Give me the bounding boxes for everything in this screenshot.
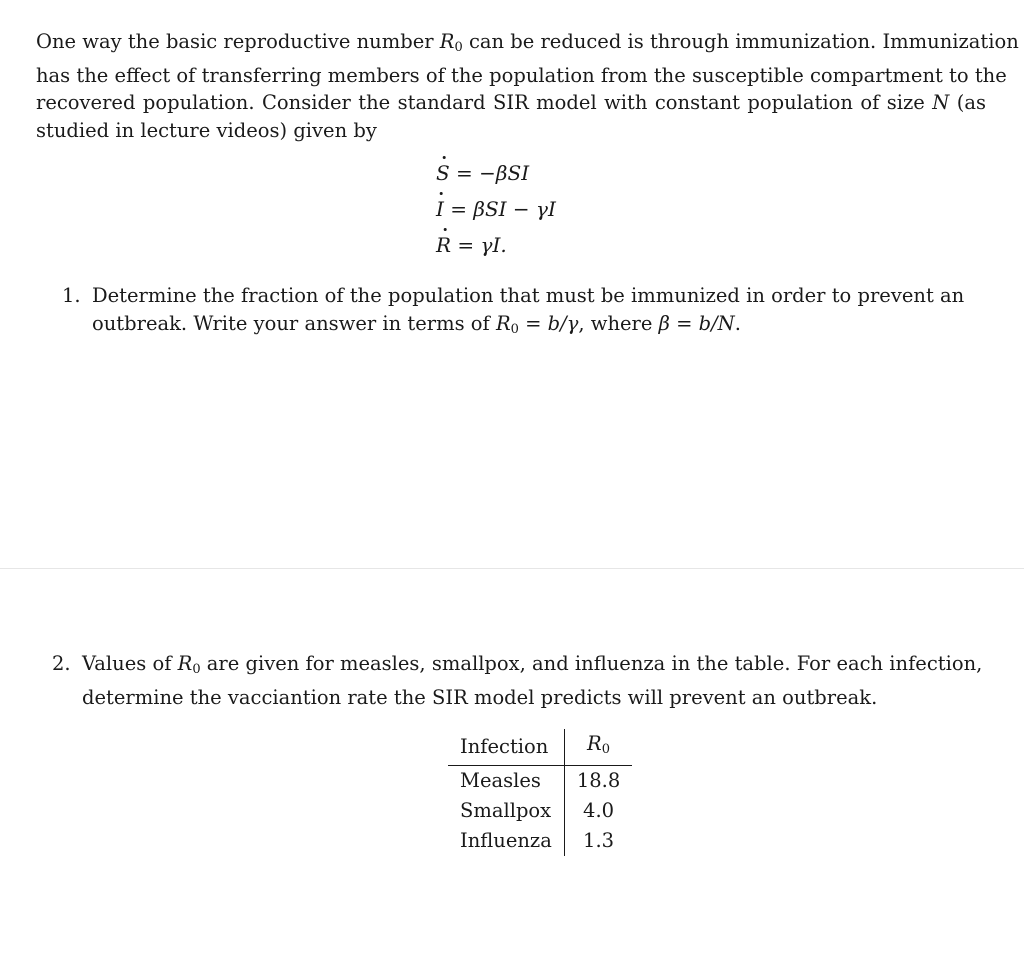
question-2: [52, 650, 1002, 712]
question-2-line-1: Values of $R_0$ are given for measles, smallpox, and influenza in the table. For each infection,: [82, 652, 983, 677]
r-naught-symbol: $R_0$: [439, 30, 463, 55]
intro-line-4: studied in lecture videos) given by: [36, 118, 377, 142]
question-2-number: 2.: [52, 652, 71, 675]
cell-r0: 4.0: [583, 799, 615, 822]
cell-r0: 1.3: [583, 829, 615, 852]
table-row: [448, 766, 632, 797]
question-1-line-1: Determine the fraction of the population that must be immunized in order to prevent an: [92, 284, 965, 307]
intro-line-3: recovered population. Consider the standard SIR model with constant population of size N (as: [36, 91, 986, 114]
cell-infection: Influenza: [448, 826, 564, 856]
question-2-line-2: determine the vacciantion rate the SIR model predicts will prevent an outbreak.: [82, 686, 878, 709]
table-row: [448, 826, 632, 856]
section-divider: [0, 568, 1024, 569]
question-1: [62, 282, 982, 344]
intro-line-1: One way the basic reproductive number $R_0$ can be reduced is through immunization. Immunization: [36, 30, 1019, 55]
question-1-line-2: outbreak. Write your answer in terms of $R_0 = b/\gamma$, where β = b/N.: [92, 312, 741, 337]
equation-i: I = βSI − γI: [436, 191, 556, 227]
sir-equations: [436, 155, 556, 263]
intro-line-2: has the effect of transferring members of the population from the susceptible compartment to the: [36, 63, 1007, 87]
equation-s: S = −βSI: [436, 155, 556, 191]
table-header-row: [448, 729, 632, 766]
cell-r0: 18.8: [576, 769, 621, 792]
header-r0: $R_0$: [564, 729, 632, 766]
cell-infection: Measles: [448, 766, 564, 797]
r0-table: [448, 729, 632, 856]
equation-r: R = γI.: [436, 227, 556, 263]
cell-infection: Smallpox: [448, 796, 564, 826]
question-1-number: 1.: [62, 284, 81, 307]
table-row: [448, 796, 632, 826]
header-infection: Infection: [448, 729, 564, 766]
intro-paragraph: [36, 28, 1019, 144]
